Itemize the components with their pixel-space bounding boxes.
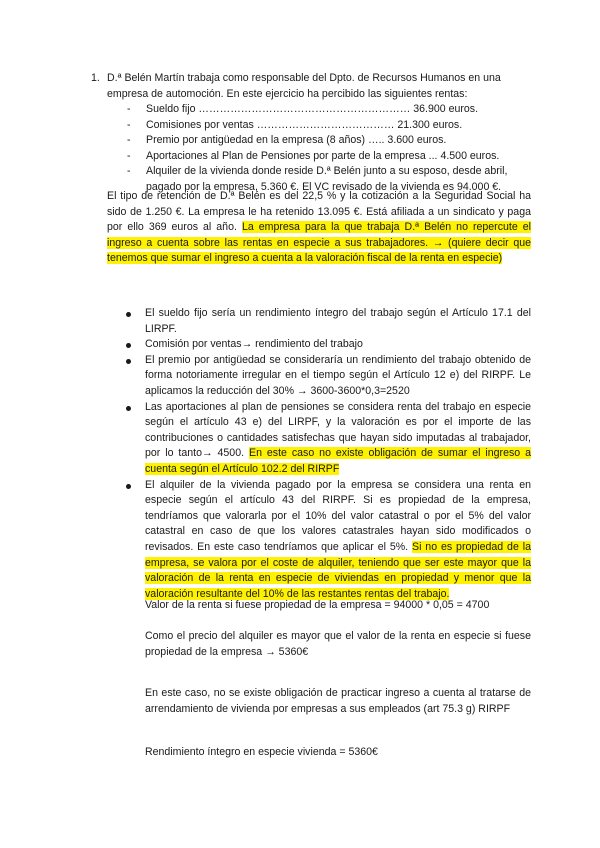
income-item: - Premio por antigüedad en la empresa (8 años) ….. 3.600 euros. bbox=[120, 133, 532, 149]
retention-highlight: La empresa para la que trabaja D.ª Belén no repercute el ingreso a cuenta sobre las rentas en especie a sus trabajadores. → (quiere decir que tenemos que sumar el ingreso a cuenta a la valoración fiscal de la renta en especie) bbox=[107, 221, 531, 265]
retention-paragraph: El tipo de retención de D.ª Belén es del 22,5 % y la cotización a la Seguridad Social ha sido de 1.250 €. La empresa le ha retenido 13.095 €. Está afiliada a un sindicato y paga por ello 369 euros al año. La empresa para la que trabaja D.ª Belén no repercute el ingreso a cuenta sobre las rentas en especie a sus trabajadores. → (quiere decir que tenemos que sumar el ingreso a cuenta a la valoración fiscal de la renta en especie) bbox=[107, 190, 531, 265]
bullet-dot bbox=[126, 312, 131, 317]
income-item: - Comisiones por ventas ………………………………… 21.300 euros. bbox=[120, 118, 532, 134]
bullet-dot bbox=[126, 484, 131, 489]
exercise-intro: D.ª Belén Martín trabaja como responsable del Dpto. de Recursos Humanos en una empresa de automoción. En este ejercicio ha percibido las siguientes rentas: bbox=[107, 72, 501, 100]
exercise-number: 1. bbox=[91, 72, 100, 84]
analysis-item-alquiler: El alquiler de la vivienda pagado por la empresa se considera una renta en especie según el artículo 43 del RIRPF. Si es propiedad de la empresa, tendríamos que valorarla por el 10% del valor catastral o por el 5% del valor catastral en caso de que los valores catastrales hayan sido modificados o revisados. En este caso tendríamos que aplicar el 5%. Si no es propiedad de la empresa, se valora por el coste de alquiler, teniendo que ser este mayor que la valoración de la renta en especie de viviendas en propiedad y menor que la valoración resultante del 10% de las restantes rentas del trabajo. bbox=[126, 478, 531, 603]
analysis-list bbox=[126, 306, 531, 602]
dash-marker: - bbox=[127, 134, 131, 147]
dash-marker: - bbox=[127, 149, 131, 162]
analysis-item-premio: El premio por antigüedad se consideraría un rendimiento del trabajo obtenido de forma notoriamente irregular en el tiempo según el Artículo 12 e) del RIRPF. Le aplicamos la reducción del 30% → 3600-3600*0,3=2520 bbox=[126, 353, 531, 400]
income-item: - Alquiler de la vivienda donde reside D.ª Belén junto a su esposo, desde abril, pagado por la empresa, 5.360 €. El VC revisado de la vivienda es 94.000 €. bbox=[127, 165, 508, 193]
income-list bbox=[120, 102, 532, 196]
rendimiento-line: Rendimiento íntegro en especie vivienda = 5360€ bbox=[145, 746, 378, 758]
income-item: - Aportaciones al Plan de Pensiones por parte de la empresa ... 4.500 euros. bbox=[120, 149, 532, 165]
dash-marker: - bbox=[127, 165, 131, 178]
conclusion-paragraph: En este caso, no se existe obligación de practicar ingreso a cuenta al tratarse de arrendamiento de vivienda por empresas a sus empleados (art 75.3 g) RIRPF bbox=[145, 687, 531, 715]
bullet-dot bbox=[126, 359, 131, 364]
alquiler-highlight: Si no es propiedad de la empresa, se valora por el coste de alquiler, teniendo que ser este mayor que la valoración de la renta en especie de viviendas en propiedad y menor que la valoración resultante del 10% de las restantes rentas del trabajo. bbox=[145, 540, 531, 600]
income-item: - Sueldo fijo …………………………………………………… 36.900 euros. bbox=[120, 102, 532, 118]
dash-marker: - bbox=[127, 103, 131, 115]
analysis-item-sueldo: El sueldo fijo sería un rendimiento íntegro del trabajo según el Artículo 17.1 del LIRPF. bbox=[126, 306, 531, 337]
analysis-item-aportaciones: Las aportaciones al plan de pensiones se considera renta del trabajo en especie según el artículo 43 e) del LIRPF, y la valoración es por el importe de las contribuciones o cantidades satisfechas que hayan sido imputadas al trabajador, por lo tanto→ 4500. En este caso no existe obligación de sumar el ingreso a cuenta según el Artículo 102.2 del RIRPF bbox=[126, 400, 531, 478]
valor-renta-line: Valor de la renta si fuese propiedad de la empresa = 94000 * 0,05 = 4700 bbox=[145, 599, 490, 611]
bullet-dot bbox=[126, 343, 131, 348]
comparacion-paragraph: Como el precio del alquiler es mayor que el valor de la renta en especie si fuese propiedad de la empresa → 5360€ bbox=[145, 630, 531, 658]
bullet-dot bbox=[126, 406, 131, 411]
analysis-item-comision: Comisión por ventas→ rendimiento del trabajo bbox=[126, 337, 531, 353]
aportaciones-highlight: En este caso no existe obligación de sumar el ingreso a cuenta según el Artículo 102.2 del RIRPF bbox=[145, 447, 531, 475]
dash-marker: - bbox=[127, 118, 131, 131]
